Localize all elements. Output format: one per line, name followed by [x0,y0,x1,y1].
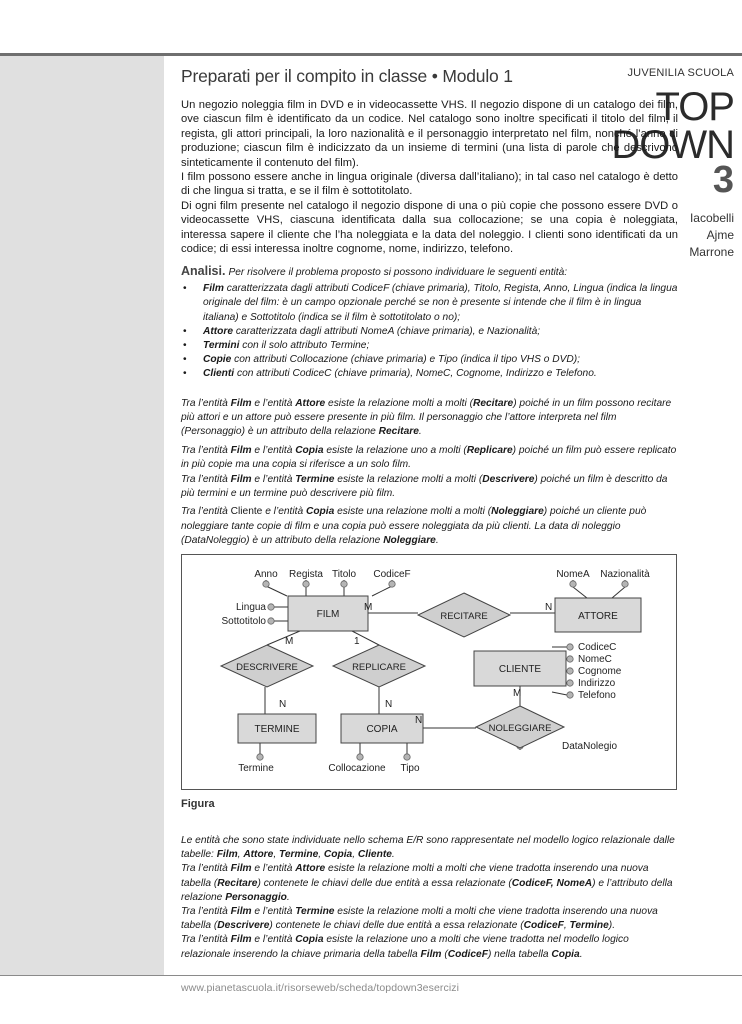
conclusion-paragraph: Tra l’entità Film e l’entità Copia esiste la relazione uno a molti che viene tradotta nel modello logico relazionale inserendo la chiave primaria della tabella Film (CodiceF) nella tabella Copia. [181,934,629,960]
attr-label: Tipo [400,763,420,774]
relationship-noleggiare-label: NOLEGGIARE [488,723,552,734]
attr-label: Cognome [578,666,622,677]
attr-label: Indirizzo [578,678,616,689]
analysis-lead: Analisi. [181,264,226,278]
attr-label: CodiceF [373,569,411,580]
conclusion-paragraph: Le entità che sono state individuate nello schema E/R sono rappresentate nel modello logico relazionale dalle tabelle: Film, Attore, Termine, Copia, Cliente. [181,835,675,861]
attr-label: DataNolegio [562,741,618,752]
sidebar [0,56,164,975]
intro-paragraph: Un negozio noleggia film in DVD e in videocassette VHS. Il negozio dispone di un catalogo dei film, ove ciascun film è identificato da un codice. Nel catalogo sono inoltre specificati il titolo del film, il regista, gli attori principali, la loro nazionalità e il personaggio interpretato nel film, nonché l’anno di produzione; ciascun film è indicizzato da un insieme di termini (una lista di parole che descrivono sinteticamente il contenuto del film). [181,99,678,169]
entity-film-label: FILM [316,609,340,620]
cardinality: N [279,699,287,710]
attr-label: CodiceC [578,642,617,653]
attr-label: NomeC [578,654,612,665]
relationship-replicare-label: REPLICARE [352,662,406,673]
attr-label: Titolo [331,569,357,580]
cardinality: M [285,636,294,647]
analysis-section [181,264,678,382]
conclusion-paragraph: Tra l’entità Film e l’entità Termine esiste la relazione molti a molti che viene tradotta inserendo una nuova tabella (Descrivere) contenete le chiavi delle due entità a essa relazionate (CodiceF, Termine). [181,906,658,932]
author: Iacobelli [689,211,734,225]
relationship-descrivere-label: DESCRIVERE [236,662,298,673]
conclusion-paragraph: Tra l’entità Film e l’entità Attore esiste la relazione molti a molti che viene tradotta inserendo una nuova tabella (Recitare) contenete le chiavi delle due entità a essa relazionate (CodiceF, NomeA) e l’attributo della relazione Personaggio. [181,863,673,903]
er-diagram-svg [182,555,676,789]
footer-url: www.pianetascuola.it/risorseweb/scheda/topdown3esercizi [181,982,460,994]
figure-caption: Figura [181,798,215,810]
book-title-line1: TOP [655,85,734,129]
author: Marrone [689,245,734,259]
list-item: • Copie con attributi Collocazione (chiave primaria) e Tipo (indica il tipo VHS o DVD); [181,353,678,367]
entity-cliente-label: CLIENTE [498,664,542,675]
authors [689,210,734,261]
entity-termine-label: TERMINE [254,724,300,735]
cardinality: N [415,715,423,726]
attr-label: Termine [238,763,274,774]
relations-section [181,397,678,553]
relation-paragraph: Tra l’entità Film e l’entità Termine esiste la relazione molti a molti (Descrivere) poiché un film è descritto da più termini e un termine può descrivere più film. [181,473,668,499]
attr-label: Nazionalità [600,569,650,580]
analysis-lead-text: Per risolvere il problema proposto si possono individuare le seguenti entità: [228,267,568,278]
page-heading: Preparati per il compito in classe • Modulo 1 [181,66,513,86]
relation-paragraph: Tra l’entità Film e l’entità Copia esiste la relazione uno a molti (Replicare) poiché un film può essere replicato in più copie ma una copia si riferisce a un solo film. [181,445,677,471]
list-item: • Termini con il solo attributo Termine; [181,339,678,353]
attr-label: Telefono [578,690,616,701]
bottom-rule [0,975,742,976]
entity-list [181,282,678,381]
relation-paragraph: Tra l’entità Film e l’entità Attore esiste la relazione molti a molti (Recitare) poiché in un film possono recitare più attori e un attore può essere presente in più film. Il personaggio che l’attore interpreta nel film (Personaggio) è un attributo della relazione Recitare. [181,398,672,438]
cardinality: N [545,602,553,613]
conclusion-section [181,834,678,962]
series-name: JUVENILIA SCUOLA [627,67,734,79]
attr-label: Lingua [235,602,266,613]
attr-label: Collocazione [328,763,386,774]
attr-label: NomeA [556,569,590,580]
relation-paragraph: Tra l’entità Cliente e l’entità Copia esiste una relazione molti a molti (Noleggiare) poiché un cliente può noleggiare tante copie di film e una copia può essere noleggiata da più clienti. La data di noleggio (DataNoleggio) è un attributo della relazione Noleggiare. [181,506,647,546]
intro-paragraph: Di ogni film presente nel catalogo il negozio dispone di una o più copie che possono essere DVD o videocassette VHS, ciascuna identificata dalla sua collocazione; se una copia è noleggiata, interessa sapere il cliente che l’ha noleggiata e la data del noleggio. I clienti sono identificati da un codice; di essi interessa inoltre cognome, nome, indirizzo, telefono. [181,199,678,256]
list-item: • Attore caratterizzata dagli attributi NomeA (chiave primaria), e Nazionalità; [181,325,678,339]
cardinality: M [364,602,373,613]
attr-label: Regista [289,569,323,580]
list-item: • Clienti con attributi CodiceC (chiave primaria), NomeC, Cognome, Indirizzo e Telefono. [181,367,678,381]
attr-label: Anno [254,569,278,580]
intro-paragraph: I film possono essere anche in lingua originale (diversa dall’italiano); in tal caso nel catalogo è detto di che lingua si tratta, e se il film è sottotitolato. [181,171,678,198]
attr-label: Sottotitolo [221,616,266,627]
entity-attore-label: ATTORE [578,611,618,622]
entity-copia-label: COPIA [366,724,398,735]
cardinality: 1 [354,636,360,647]
list-item: • Film caratterizzata dagli attributi CodiceF (chiave primaria), Titolo, Regista, Anno, Lingua (indica la lingua originale del film: è un campo opzionale perché se non è presente si intende che il film è in lingua italiana) e Sottotitolo (indica se il film è sottotitolato o no); [181,282,678,325]
cardinality: M [513,688,522,699]
author: Ajme [706,228,734,242]
er-diagram [181,554,677,790]
relationship-recitare-label: RECITARE [440,611,488,622]
book-title-line2: DOWN [611,123,734,167]
book-volume: 3 [712,159,734,201]
cardinality: N [385,699,393,710]
intro-text [181,98,678,256]
